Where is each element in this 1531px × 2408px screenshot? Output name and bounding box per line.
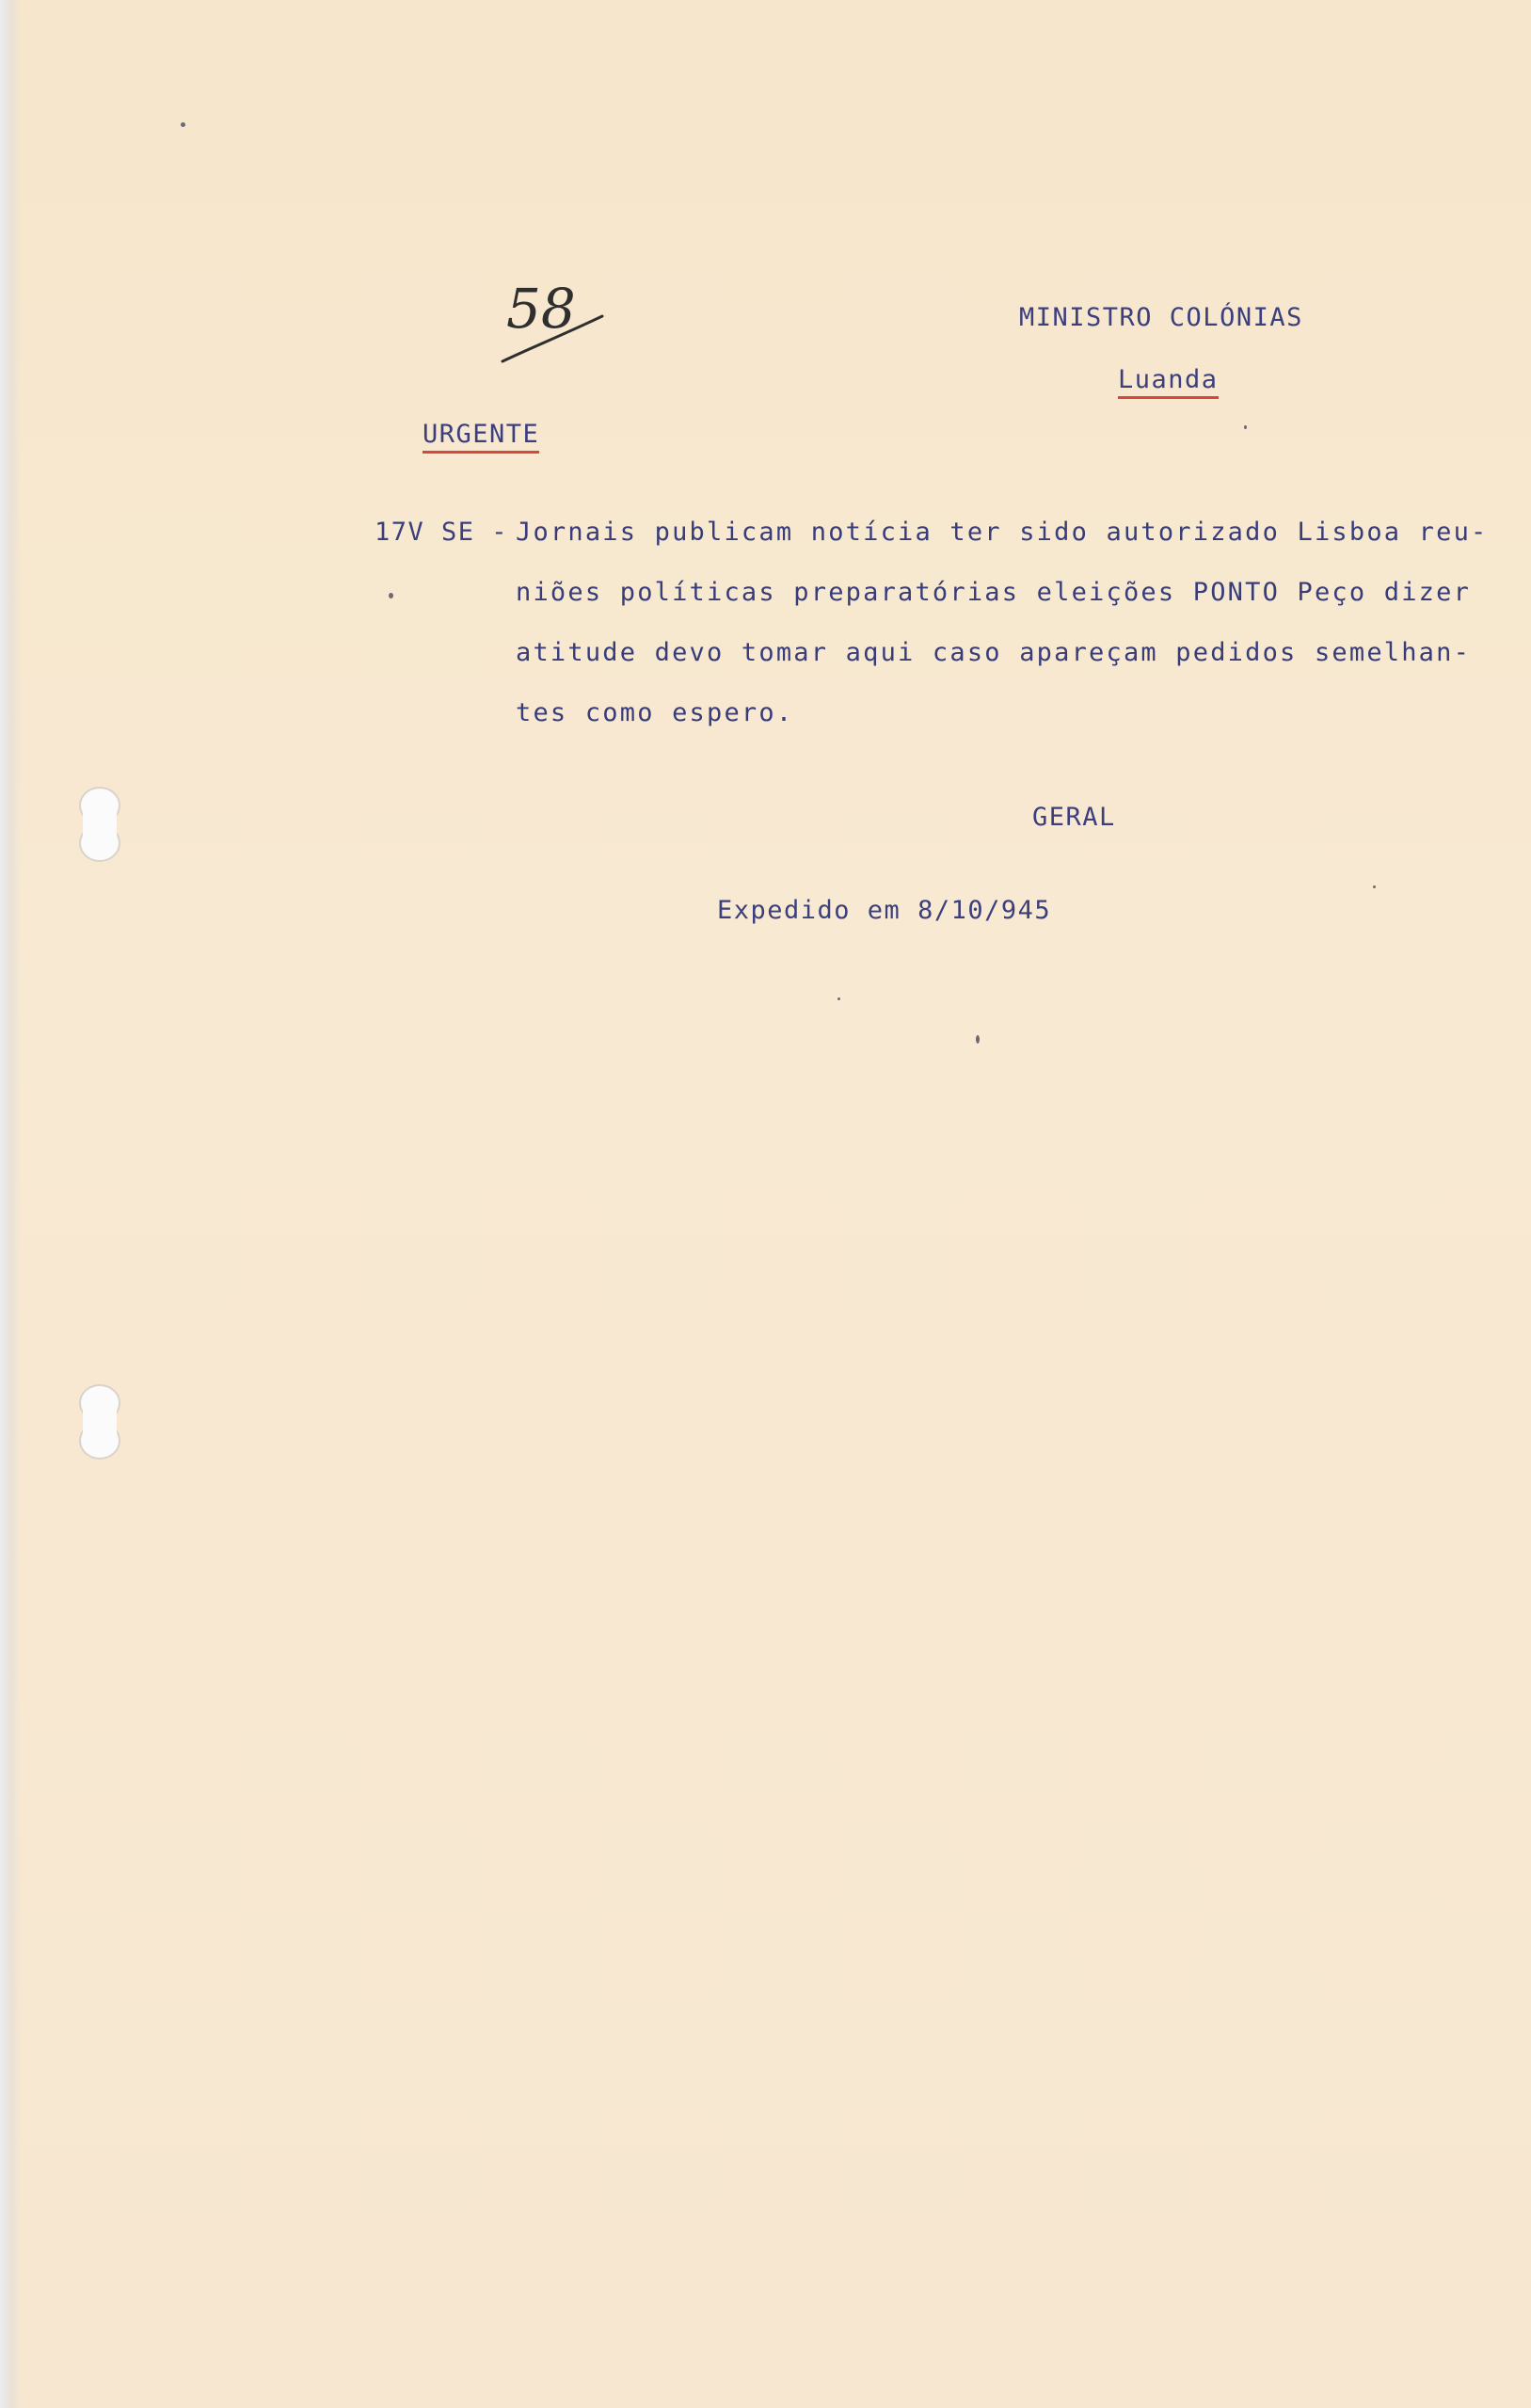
- priority-label: URGENTE: [423, 420, 539, 454]
- paper-speck: [1244, 425, 1247, 429]
- paper-speck: [181, 122, 185, 127]
- paper-left-edge: [0, 0, 21, 2408]
- dispatch-date: Expedido em 8/10/945: [717, 896, 1052, 925]
- paper-speck: [976, 1035, 980, 1044]
- body-line-1: Jornais publicam notícia ter sido autorizado Lisboa reu-: [516, 518, 1489, 547]
- location-label: Luanda: [1118, 365, 1219, 399]
- folio-number: [497, 260, 610, 373]
- punch-hole-icon: [75, 1384, 122, 1461]
- punch-hole-icon: [75, 787, 122, 864]
- body-line-3: atitude devo tomar aqui caso apareçam pedidos semelhan-: [516, 638, 1472, 667]
- recipient-header: MINISTRO COLÓNIAS: [1019, 303, 1303, 332]
- paper-speck: [1373, 885, 1376, 888]
- paper-speck: [837, 997, 840, 1000]
- paper-speck: [389, 593, 393, 598]
- body-line-4: tes como espero.: [516, 698, 794, 727]
- signature: GERAL: [1032, 803, 1116, 832]
- reference-code: 17V SE -: [375, 518, 509, 547]
- folio-number-text: 58: [506, 277, 576, 341]
- body-line-2: niões políticas preparatórias eleições PONTO Peço dizer: [516, 578, 1472, 607]
